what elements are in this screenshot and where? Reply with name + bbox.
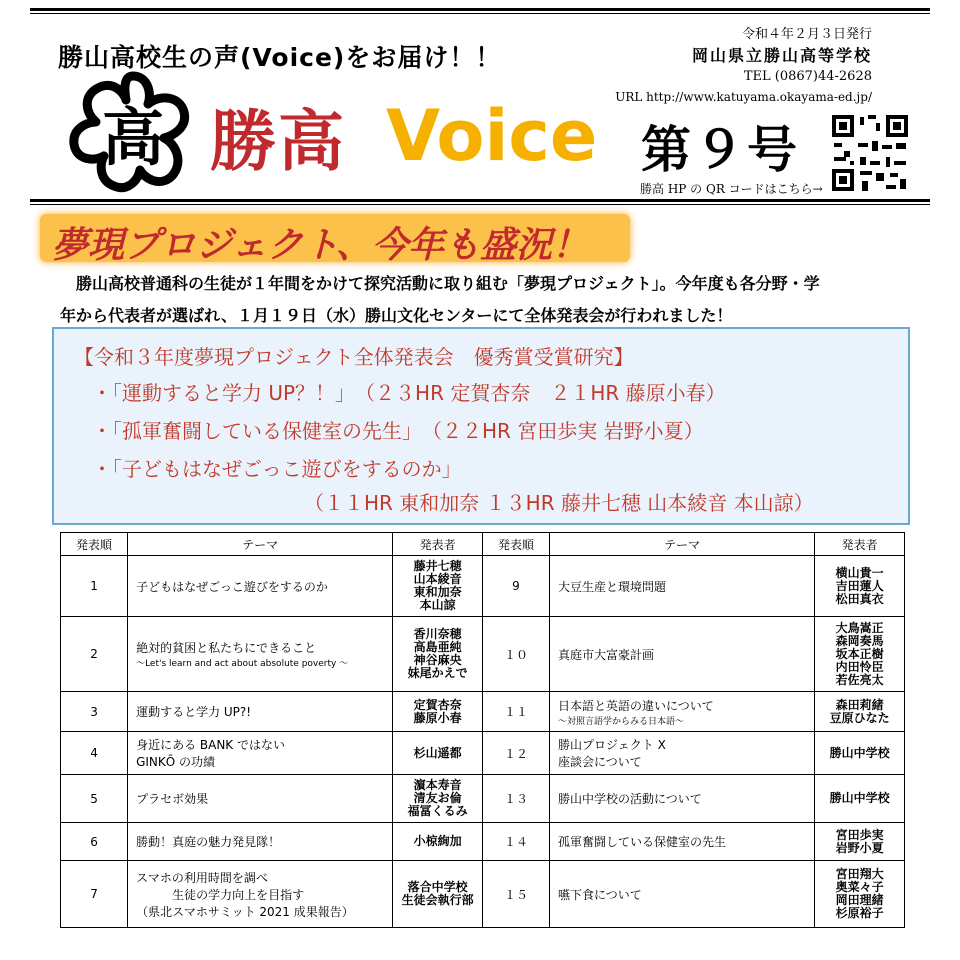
order-number-text: １１ [503,705,528,719]
theme-cell-text: 大豆生産と環境問題 [558,579,667,594]
theme-cell-text: スマホの利用時間を調べ 生徒の学力向上を目指す （県北スマホサミット 2021 成果報告） [136,870,354,919]
headline: 勝山高校生の声(Voice)をお届け！！ [58,43,502,72]
order-number-text: 3 [90,704,98,719]
presenter-cell [815,617,905,692]
feature-title: 夢現プロジェクト、今年も盛況！ [52,225,589,266]
theme-cell-text: 勝動！真庭の魅力発見隊！ [136,835,281,849]
header-presenter: 発表者 [393,533,483,556]
table-header-row [61,533,905,556]
theme-cell-text: 勝山中学校の活動について [558,792,702,806]
presenter-cell-text: 森田莉緒 豆原ひなた [829,697,890,725]
order-number [61,775,128,823]
order-number [482,732,549,775]
theme-cell-text: 孤軍奮闘している保健室の先生 [558,835,727,849]
table-row [61,732,905,775]
order-number-text: 1 [90,579,98,593]
header-presenter: 発表者 [815,533,905,556]
theme-cell [128,692,393,732]
presenter-cell-text: 藤井七穂 山本綾音 東和加奈 本山諒 [413,559,462,612]
theme-cell-text: 子どもはなぜごっこ遊びをするのか [136,579,328,594]
theme-cell-text: プラセボ効果 [136,792,209,806]
presenter-cell [815,692,905,732]
presenter-cell-text: 勝山中学校 [829,791,890,805]
publication-meta [615,24,872,108]
theme-cell [550,861,815,928]
presenter-cell-text: 杉山遥都 [413,745,462,760]
qr-code-icon[interactable] [830,113,910,193]
theme-cell [128,556,393,617]
presenter-cell [393,861,483,928]
school-name: 岡山県立勝山高等学校 [691,46,872,65]
order-number-text: １４ [503,835,528,849]
presenter-cell-text: 大鳥嵩正 森岡奏馬 坂本正樹 内田怜臣 若佐亮太 [835,620,884,687]
header-num: 発表順 [61,533,128,556]
presenter-cell [393,823,483,861]
presenter-cell [393,692,483,732]
feature-intro [60,268,910,332]
theme-cell [128,861,393,928]
award-item: ・「孤軍奮闘している保健室の先生」 （２２HR 宮田歩実 岩野小夏） [92,419,704,443]
order-number-text: 9 [512,579,520,593]
theme-cell [550,556,815,617]
order-number-text: 4 [90,746,98,760]
presenter-cell-text: 宮田歩実 岩野小夏 [835,827,884,855]
order-number [482,617,549,692]
presenter-cell [393,732,483,775]
theme-cell-text: 勝山プロジェクト X 座談会について [558,738,666,769]
header-rule [30,199,930,202]
order-number-text: １５ [503,887,528,902]
top-rule-thin [30,13,930,14]
table-row [61,775,905,823]
presenter-cell [815,775,905,823]
presenter-cell-text: 横山貴一 吉田蓮人 松田真衣 [835,565,884,606]
order-number [482,823,549,861]
school-crest-icon [68,70,198,195]
order-number [61,823,128,861]
theme-cell [550,692,815,732]
order-number [482,692,549,732]
order-number [61,732,128,775]
order-number-text: １２ [503,746,528,761]
presenter-cell [815,823,905,861]
presenter-cell-text: 落合中学校 生徒会執行部 [401,880,474,907]
award-box [52,327,910,525]
presentation-table [60,532,905,928]
theme-cell-text: 身近にある BANK ではない GINKŌ の功績 [136,738,285,769]
crest-character: 高 [101,101,164,174]
qr-note: 勝高 HP の QR コードはこちら→ [640,182,823,196]
order-number [61,861,128,928]
theme-subtitle: ～Let's learn and act about absolute poverty ～ [136,659,349,669]
presenter-cell-text: 勝山中学校 [829,745,890,760]
top-rule [30,8,930,11]
theme-cell-text: 絶対的貧困と私たちにできること [136,641,317,655]
header-theme: テーマ [128,533,393,556]
telephone: TEL (0867)44-2628 [743,69,872,84]
order-number-text: 5 [90,791,98,806]
header-rule-thin [30,204,930,205]
theme-cell [550,732,815,775]
theme-subtitle: ～対照言語学からみる日本語～ [558,716,685,727]
presenter-cell [815,556,905,617]
order-number [482,861,549,928]
theme-cell [550,617,815,692]
table-row [61,861,905,928]
order-number-text: 7 [90,887,98,901]
award-item: ・「子どもはなぜごっこ遊びをするのか」 [92,457,462,481]
presenter-cell [393,556,483,617]
theme-cell [128,617,393,692]
theme-cell [550,823,815,861]
theme-cell-text: 日本語と英語の違いについて [558,698,714,713]
table-row [61,823,905,861]
theme-cell [128,823,393,861]
order-number [482,556,549,617]
presenter-cell-text: 香川奈穂 高島亜純 神谷麻央 妹尾かえで [407,627,468,680]
theme-cell [128,775,393,823]
order-number-text: 2 [90,647,98,661]
order-number [61,692,128,732]
order-number [61,617,128,692]
award-title: 【令和３年度夢現プロジェクト全体発表会 優秀賞受賞研究】 [74,345,634,369]
presenter-cell [815,732,905,775]
presenter-cell-text: 宮田翔大 奥菜々子 岡田理緒 杉原裕子 [835,867,884,920]
order-number-text: １３ [503,792,528,806]
issue-number: 第９号 [641,120,800,179]
presenter-cell [393,617,483,692]
intro-line: 年から代表者が選ばれ、１月１９日（水）勝山文化センターにて全体発表会が行われました！ [60,306,733,325]
school-url[interactable]: URL http://www.katuyama.okayama-ed.jp/ [615,90,872,104]
presenter-cell-text: 小椋絢加 [413,834,462,848]
award-item: ・「運動すると学力 UP？！」 （２３HR 定賀杏奈 ２１HR 藤原小春） [92,381,726,405]
presenter-cell-text: 定賀杏奈 藤原小春 [413,697,462,725]
intro-line: 勝山高校普通科の生徒が１年間をかけて探究活動に取り組む「夢現プロジェクト」。今年度も各分野・学 [60,274,820,293]
table-row [61,556,905,617]
publish-date: 令和４年２月３日発行 [741,27,872,42]
presenter-cell [815,861,905,928]
table-row [61,617,905,692]
logo-japanese: 勝高 [210,103,346,180]
theme-cell-text: 嚥下食について [558,887,642,902]
header-num: 発表順 [482,533,549,556]
order-number [482,775,549,823]
presenter-cell [393,775,483,823]
theme-cell-text: 運動すると学力 UP?! [136,705,252,719]
theme-cell [128,732,393,775]
order-number-text: 6 [90,834,98,849]
logo-voice: Voice [386,95,598,177]
presenter-cell-text: 濵本寿音 清友お倫 福冨くるみ [407,778,468,818]
theme-cell-text: 真庭市大富豪計画 [558,647,655,662]
order-number-text: １０ [503,647,528,662]
order-number [61,556,128,617]
table-row [61,692,905,732]
header-theme: テーマ [550,533,815,556]
award-item-presenters: （１１HR 東和加奈 １３HR 藤井七穂 山本綾音 本山諒） [304,491,814,515]
theme-cell [550,775,815,823]
